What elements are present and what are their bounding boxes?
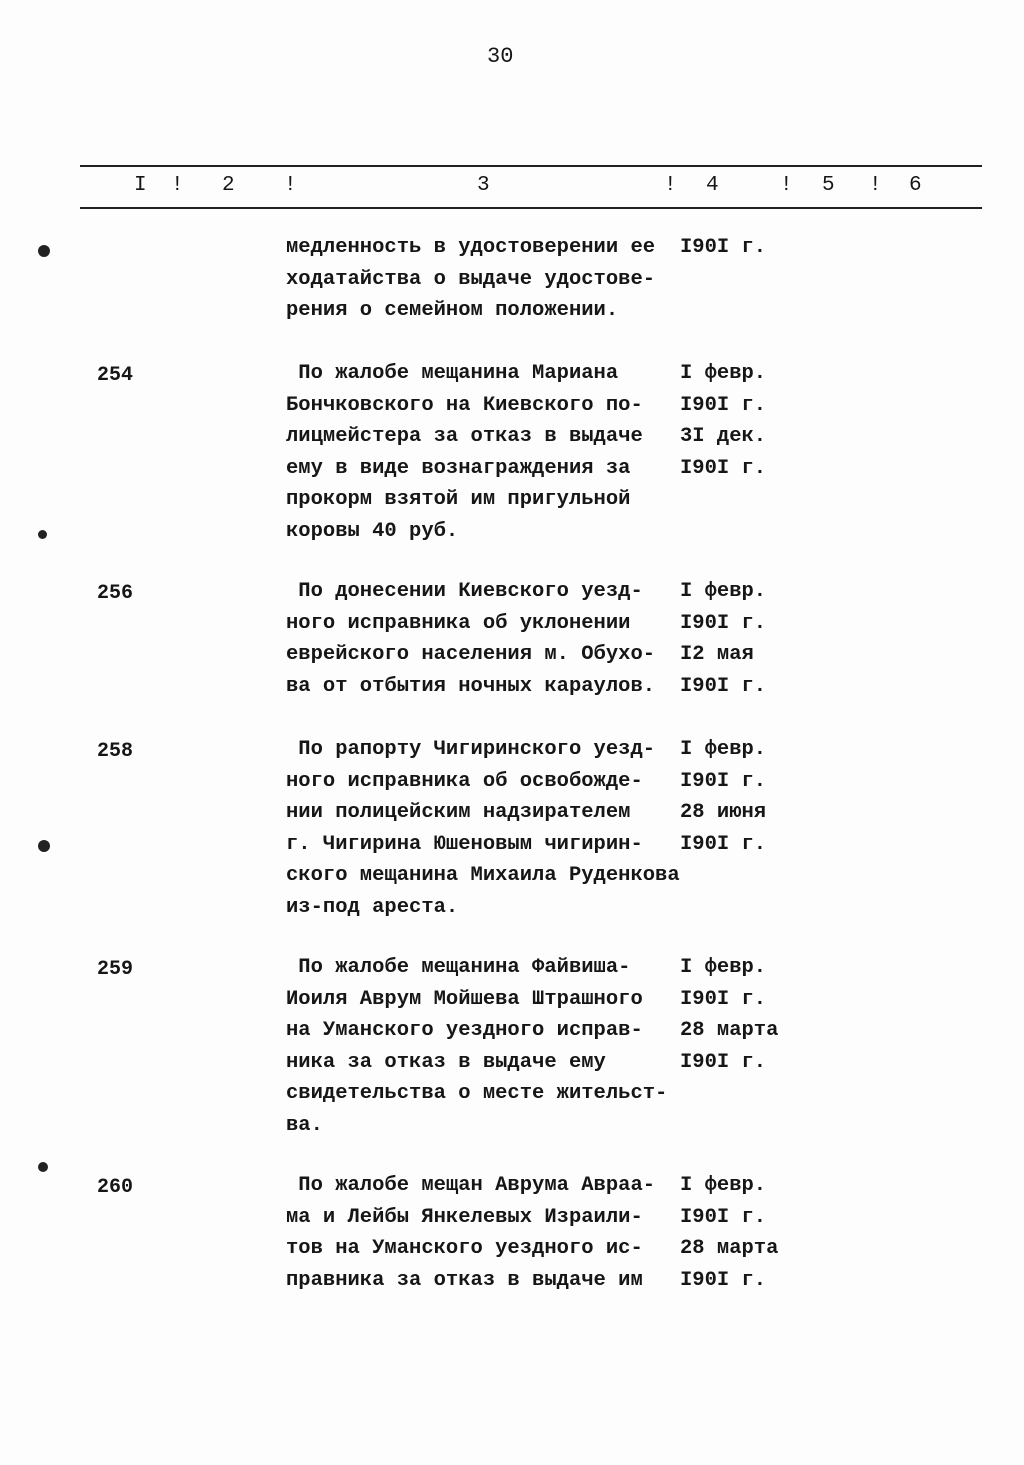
- description-line: Иоиля Аврум Мойшева Штрашного: [286, 987, 643, 1011]
- date-line: 28 июня: [680, 801, 767, 824]
- description-line: прокорм взятой им пригульной: [286, 488, 631, 511]
- description-line: ему в виде вознаграждения за: [286, 456, 631, 480]
- date-line: I февр.: [680, 362, 767, 385]
- page-number: 30: [487, 44, 514, 69]
- column-separator: !: [171, 174, 184, 197]
- description-line: По жалобе мещан Аврума Авраа-: [286, 1174, 656, 1197]
- column-header-2: 2: [222, 174, 235, 197]
- entry-description: [286, 734, 680, 923]
- date-line: I февр.: [680, 1174, 767, 1197]
- entry-number: 256: [97, 582, 134, 605]
- date-line: I90I г.: [680, 1268, 767, 1292]
- date-line: I90I г.: [680, 611, 767, 635]
- entry-description: [286, 358, 643, 547]
- description-line: г. Чигирина Юшеновым чигирин-: [286, 832, 643, 856]
- entry-dates: [680, 1170, 778, 1296]
- date-line: I90I г.: [680, 769, 767, 793]
- entry-description: [286, 1170, 655, 1296]
- description-line: ма и Лейбы Янкелевых Израили-: [286, 1205, 643, 1229]
- entry-dates: [680, 232, 766, 264]
- entry-dates: [680, 952, 778, 1078]
- punch-hole-mark: [38, 245, 50, 257]
- column-separator: !: [284, 174, 297, 197]
- column-separator: !: [780, 174, 793, 197]
- date-line: I90I г.: [680, 674, 767, 698]
- entry-description: [286, 576, 655, 702]
- column-header-6: 6: [909, 174, 922, 197]
- table-top-rule: [80, 165, 982, 167]
- entry-number: 260: [97, 1176, 134, 1199]
- description-line: ского мещанина Михаила Руденкова: [286, 864, 680, 887]
- description-line: ходатайства о выдаче удостове-: [286, 267, 656, 291]
- description-line: По донесении Киевского уезд-: [286, 580, 643, 603]
- entry-description: [286, 232, 655, 327]
- column-header-5: 5: [822, 174, 835, 197]
- description-line: ва от отбытия ночных караулов.: [286, 674, 656, 698]
- date-line: 28 марта: [680, 1019, 779, 1042]
- description-line: правника за отказ в выдаче им: [286, 1268, 643, 1292]
- description-line: из-под ареста.: [286, 895, 459, 919]
- date-line: I90I г.: [680, 832, 767, 856]
- description-line: коровы 40 руб.: [286, 519, 459, 543]
- date-line: 28 марта: [680, 1237, 779, 1260]
- entry-number: 254: [97, 364, 134, 387]
- description-line: рения о семейном положении.: [286, 299, 619, 322]
- date-line: I февр.: [680, 956, 767, 979]
- punch-hole-mark: [38, 840, 50, 852]
- entry-dates: [680, 734, 766, 860]
- description-line: ника за отказ в выдаче ему: [286, 1050, 606, 1074]
- entry-number: 258: [97, 740, 134, 763]
- date-line: I90I г.: [680, 236, 767, 259]
- table-header-rule: [80, 207, 982, 209]
- description-line: ного исправника об освобожде-: [286, 769, 643, 793]
- date-line: I90I г.: [680, 987, 767, 1011]
- punch-hole-mark: [38, 530, 47, 539]
- date-line: I2 мая: [680, 643, 754, 666]
- date-line: I февр.: [680, 580, 767, 603]
- description-line: ва.: [286, 1113, 323, 1137]
- entry-number: 259: [97, 958, 134, 981]
- description-line: нии полицейским надзирателем: [286, 801, 631, 824]
- date-line: I февр.: [680, 738, 767, 761]
- description-line: свидетельства о месте жительст-: [286, 1082, 668, 1105]
- date-line: I90I г.: [680, 393, 767, 417]
- description-line: По жалобе мещанина Файвиша-: [286, 956, 631, 979]
- column-header-3: 3: [477, 174, 490, 197]
- description-line: Бончковского на Киевского по-: [286, 393, 643, 417]
- description-line: По рапорту Чигиринского уезд-: [286, 738, 656, 761]
- description-line: По жалобе мещанина Мариана: [286, 362, 619, 385]
- entry-description: [286, 952, 667, 1141]
- punch-hole-mark: [38, 1162, 48, 1172]
- date-line: I90I г.: [680, 1050, 767, 1074]
- description-line: на Уманского уездного исправ-: [286, 1019, 643, 1042]
- entry-dates: [680, 576, 766, 702]
- date-line: 3I дек.: [680, 425, 767, 448]
- column-header-1: I: [134, 174, 147, 197]
- description-line: тов на Уманского уездного ис-: [286, 1237, 643, 1260]
- entry-dates: [680, 358, 766, 484]
- description-line: еврейского населения м. Обухо-: [286, 643, 656, 666]
- date-line: I90I г.: [680, 1205, 767, 1229]
- column-header-4: 4: [706, 174, 719, 197]
- date-line: I90I г.: [680, 456, 767, 480]
- column-separator: !: [869, 174, 882, 197]
- column-separator: !: [664, 174, 677, 197]
- description-line: ного исправника об уклонении: [286, 611, 631, 635]
- description-line: медленность в удостоверении ее: [286, 236, 656, 259]
- description-line: лицмейстера за отказ в выдаче: [286, 425, 643, 448]
